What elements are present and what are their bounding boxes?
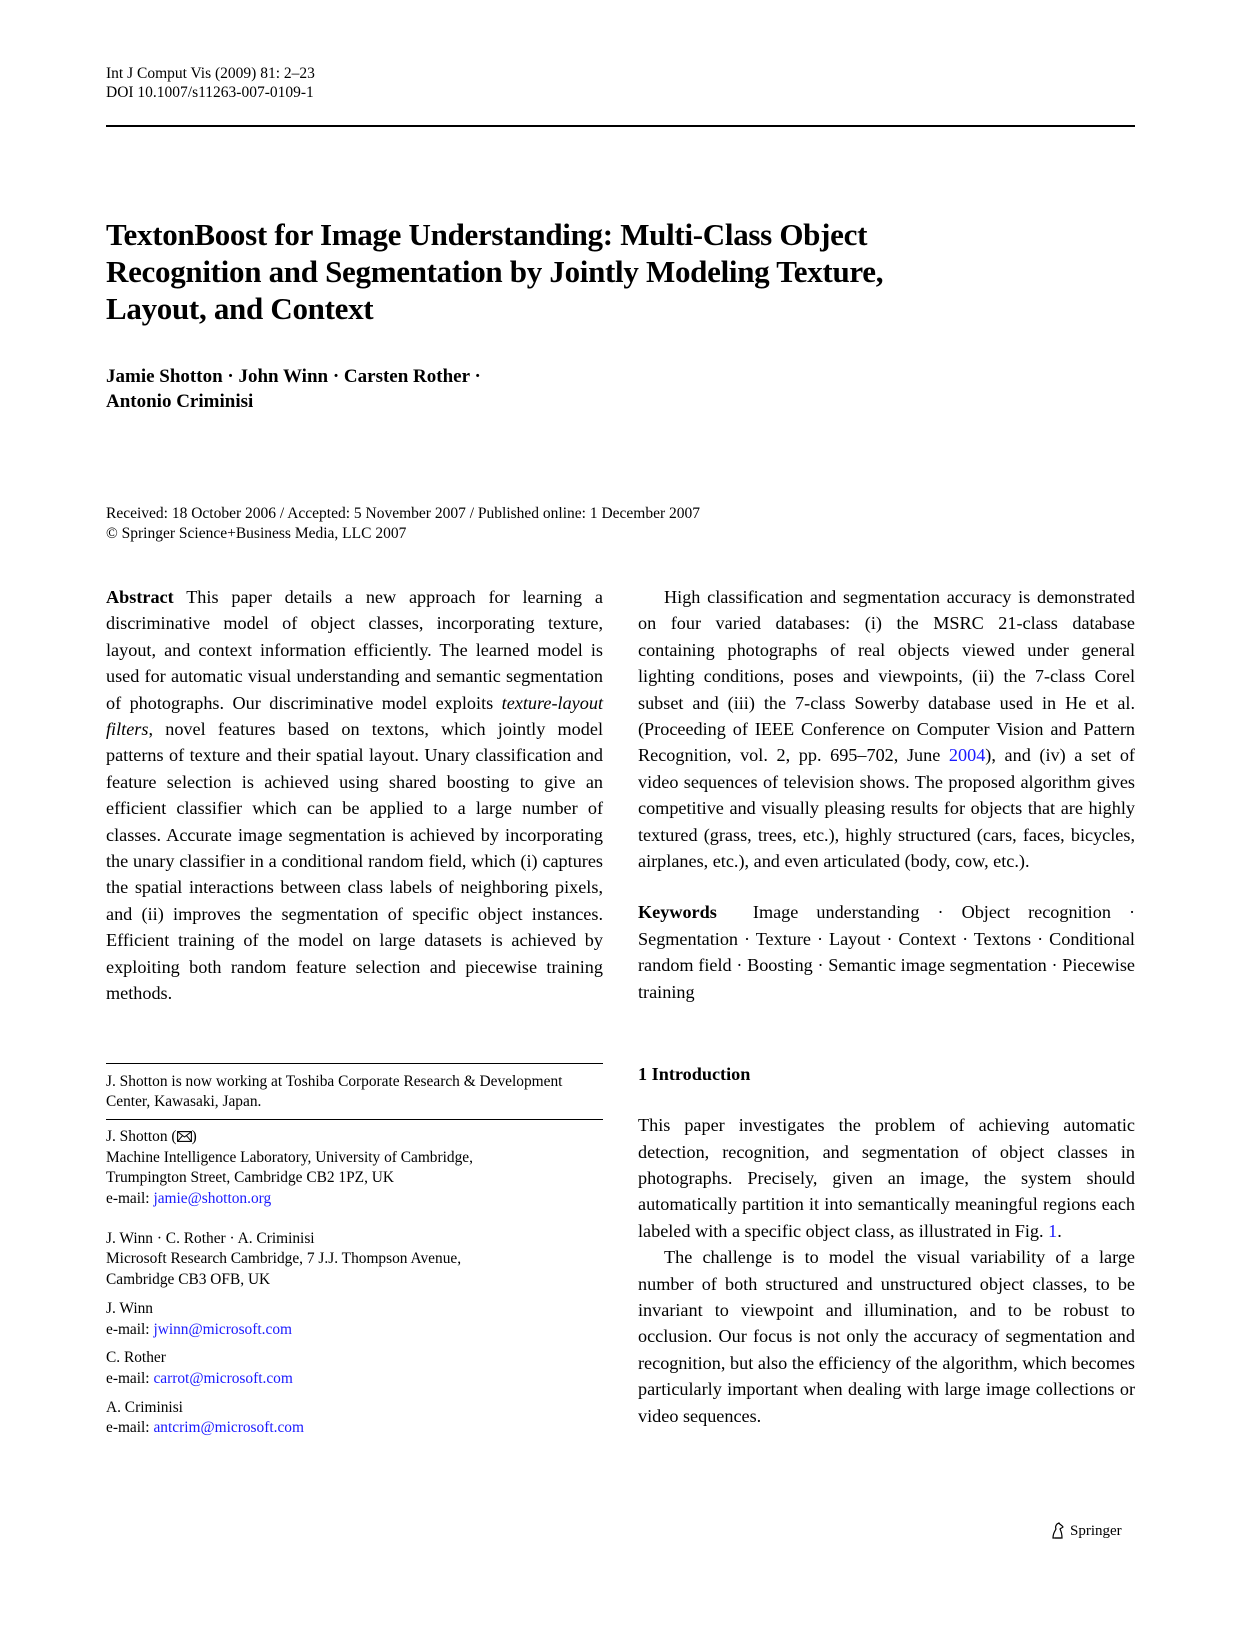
abstract-cont-text: High classification and segmentation accuracy is demonstrated on four varied databases: (i) the MSRC 21-class database containing photographs of real objects viewed under general lighting conditions, poses and viewpoints, (ii) the 7-class Corel subset and (iii) the 7-class Sowerby database used in He et al. (Proceeding of IEEE Conference on Computer Vision and Pattern Recognition, vol. 2, pp. 695–702, June bbox=[638, 587, 1135, 766]
email-link-winn[interactable]: jwinn@microsoft.com bbox=[153, 1320, 292, 1338]
email-label: e-mail: bbox=[106, 1320, 154, 1338]
abstract-text: This paper details a new approach for learning a discriminative model of object classes, incorporating texture, layout, and context information efficiently. The learned model is used for automatic visual understanding and semantic segmentation of photographs. Our discriminative model exploits bbox=[106, 587, 603, 713]
keywords bbox=[638, 899, 1135, 1005]
address-line: Machine Intelligence Laboratory, University of Cambridge, bbox=[106, 1148, 473, 1166]
address-line: Cambridge CB3 OFB, UK bbox=[106, 1271, 271, 1289]
right-column bbox=[638, 584, 1135, 1429]
footnote-rule bbox=[106, 1119, 603, 1120]
keywords-label: Keywords bbox=[638, 902, 717, 923]
winn-contact bbox=[106, 1299, 603, 1340]
email-label: e-mail: bbox=[106, 1419, 154, 1437]
abstract-continuation bbox=[638, 584, 1135, 874]
affiliation-note: J. Shotton is now working at Toshiba Corporate Research & Development Center, Kawasaki, Japan. bbox=[106, 1072, 563, 1111]
rother-contact bbox=[106, 1348, 603, 1389]
publisher-logo bbox=[1050, 1522, 1122, 1540]
intro-paragraph-1 bbox=[638, 1112, 1135, 1244]
address-line: Microsoft Research Cambridge, 7 J.J. Thompson Avenue, bbox=[106, 1250, 462, 1268]
contact-name: C. Rother bbox=[106, 1349, 166, 1367]
shotton-name: J. Shotton ( bbox=[106, 1127, 177, 1145]
abstract-text: , novel features based on textons, which jointly model patterns of texture and their spatial layout. Unary classification and feature selection is achieved using shared boosting to give an efficient classifier which can be applied to a large number of classes. Accurate image segmentation is achieved by incorporating the unary classifier in a conditional random field, which (i) captures the spatial interactions between class labels of neighboring pixels, and (ii) improves the segmentation of specific object instances. Efficient training of the model on large datasets is achieved by exploiting both random feature selection and piecewise training methods. bbox=[106, 719, 603, 1004]
shotton-affiliation bbox=[106, 1127, 603, 1210]
publisher-name: Springer bbox=[1070, 1522, 1122, 1539]
address-line: Trumpington Street, Cambridge CB2 1PZ, UK bbox=[106, 1169, 395, 1187]
journal-citation: Int J Comput Vis (2009) 81: 2–23 bbox=[106, 65, 315, 82]
journal-header bbox=[106, 64, 315, 102]
doi: DOI 10.1007/s11263-007-0109-1 bbox=[106, 84, 314, 101]
left-column bbox=[106, 584, 603, 1439]
shotton-name-end: ) bbox=[191, 1127, 197, 1145]
authors-line: Antonio Criminisi bbox=[106, 391, 254, 412]
envelope-icon bbox=[177, 1131, 192, 1142]
email-link-criminisi[interactable]: antcrim@microsoft.com bbox=[153, 1419, 304, 1437]
title-line: Recognition and Segmentation by Jointly Modeling Texture, bbox=[106, 254, 884, 289]
abstract-label: Abstract bbox=[106, 587, 174, 607]
email-label: e-mail: bbox=[106, 1369, 154, 1387]
abstract-cont-text: ), and (iv) a set of video sequences of television shows. The proposed algorithm gives competitive and visually pleasing results for objects that are highly textured (grass, trees, etc.), highly structured (cars, faces, bicycles, airplanes, etc.), and even articulated (body, cow, etc.). bbox=[638, 745, 1135, 872]
springer-horse-icon bbox=[1050, 1522, 1066, 1540]
title-line: Layout, and Context bbox=[106, 291, 374, 326]
header-rule bbox=[106, 125, 1135, 127]
author-list bbox=[106, 364, 706, 414]
intro-text: . bbox=[1057, 1220, 1062, 1241]
intro-text: This paper investigates the problem of achieving automatic detection, recognition, and segmentation of object classes in photographs. Precisely, given an image, the system should automatically partition it into semantically meaningful regions each labeled with a specific object class, as illustrated in Fig. bbox=[638, 1115, 1135, 1241]
received-dates: Received: 18 October 2006 / Accepted: 5 November 2007 / Published online: 1 December 2007 bbox=[106, 505, 701, 522]
contact-name: J. Winn bbox=[106, 1299, 153, 1317]
publication-dates bbox=[106, 504, 1006, 544]
contact-name: A. Criminisi bbox=[106, 1398, 183, 1416]
email-label: e-mail: bbox=[106, 1190, 154, 1208]
authors-line: Jamie Shotton · John Winn · Carsten Rother · bbox=[106, 366, 481, 387]
section-heading-introduction: 1 Introduction bbox=[638, 1064, 751, 1085]
criminisi-contact bbox=[106, 1398, 603, 1439]
intro-paragraph-2: The challenge is to model the visual variability of a large number of both structured and unstructured object classes, to be invariant to viewpoint and illumination, and to be robust to occlusion. Our focus is not only the accuracy of segmentation and recognition, but also the efficiency of the algorithm, which becomes particularly important when dealing with large image collections or video sequences. bbox=[638, 1247, 1135, 1426]
paper-title bbox=[106, 216, 1006, 327]
figure-link-1[interactable]: 1 bbox=[1048, 1220, 1058, 1241]
microsoft-affiliation bbox=[106, 1229, 603, 1291]
abstract bbox=[106, 584, 603, 1007]
group-names: J. Winn · C. Rother · A. Criminisi bbox=[106, 1229, 315, 1247]
abstract-italic-term: texture-layout filters bbox=[106, 692, 603, 740]
title-line: TextonBoost for Image Understanding: Multi-Class Object bbox=[106, 217, 868, 252]
citation-link-2004[interactable]: 2004 bbox=[948, 745, 986, 766]
email-link-shotton[interactable]: jamie@shotton.org bbox=[153, 1190, 272, 1208]
footnote-rule bbox=[106, 1063, 603, 1064]
keywords-text: Image understanding · Object recognition · Segmentation · Texture · Layout · Context · Textons · Conditional random field · Boosting · Semantic image segmentation · Piecewise training bbox=[638, 902, 1136, 1002]
copyright: © Springer Science+Business Media, LLC 2007 bbox=[106, 525, 407, 542]
email-link-rother[interactable]: carrot@microsoft.com bbox=[153, 1369, 293, 1387]
